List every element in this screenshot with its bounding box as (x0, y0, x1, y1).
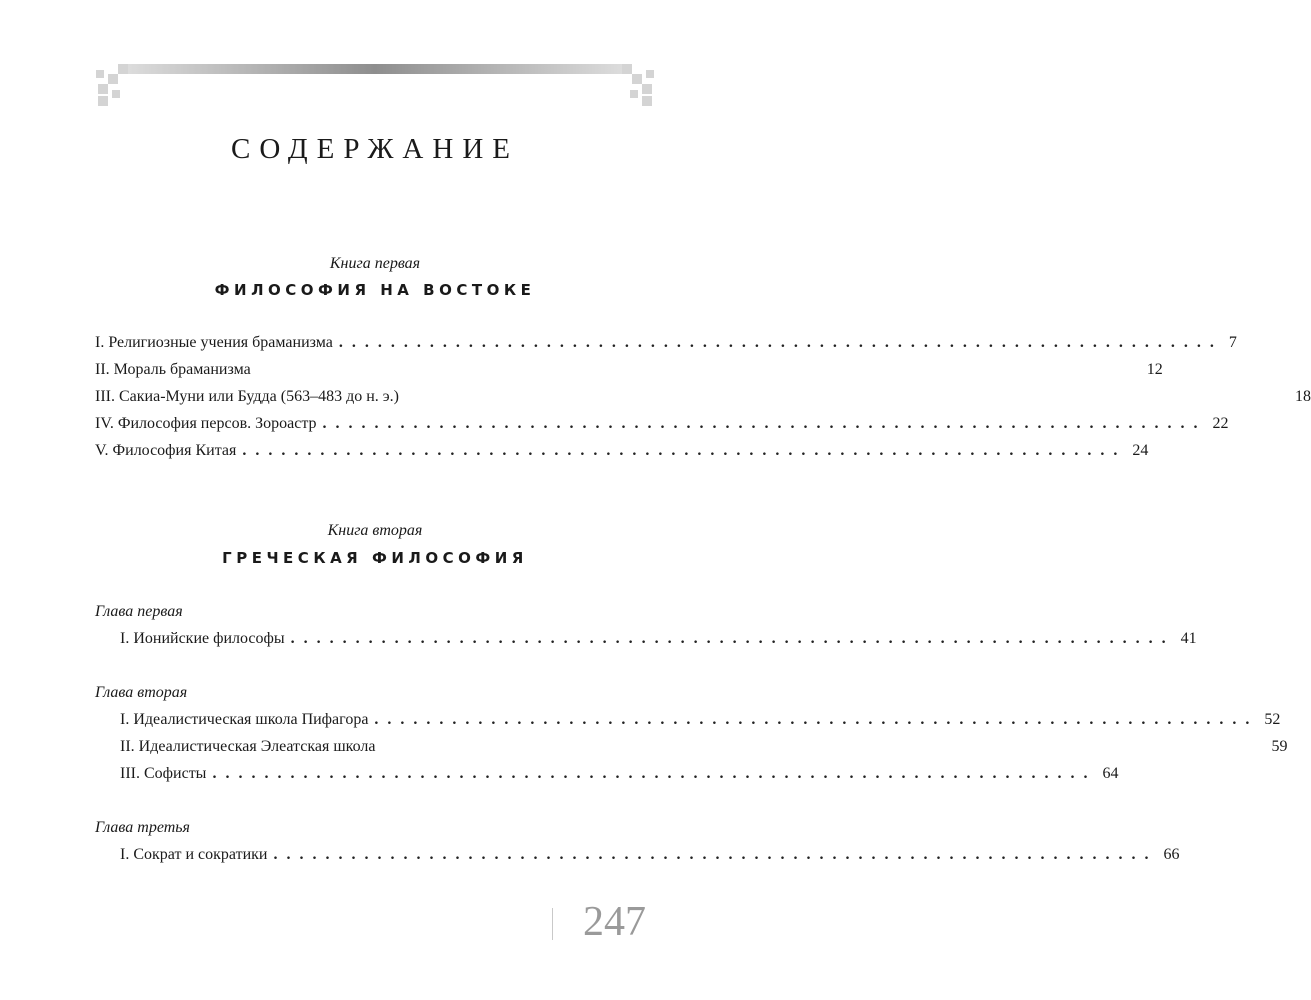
entry-title: III. Сакиа-Муни или Будда (563–483 до н. э.) (95, 388, 399, 405)
toc-entry[interactable] (120, 738, 1288, 760)
entry-page: 64 (1102, 765, 1119, 782)
entry-page: 52 (1264, 711, 1281, 728)
dot-leader: .................................................................... (242, 442, 1127, 459)
entry-title: I. Сократ и сократики (120, 846, 268, 863)
entry-title: I. Идеалистическая школа Пифагора (120, 711, 369, 728)
entry-page: 22 (1212, 415, 1229, 432)
page-number: 247 (583, 899, 646, 945)
entry-page: 59 (1271, 738, 1288, 755)
chapter-label: Глава первая (95, 603, 183, 620)
entry-title: I. Ионийские философы (120, 630, 285, 647)
chapter-label: Глава вторая (95, 684, 188, 701)
header-ornament (0, 0, 750, 120)
dot-leader: .................................................................... (338, 334, 1223, 351)
entry-page: 18 (1294, 388, 1311, 405)
chapter-label: Глава третья (95, 819, 190, 836)
entry-title: IV. Философия персов. Зороастр (95, 415, 317, 432)
toc-entry[interactable] (120, 765, 1119, 787)
entry-title: V. Философия Китая (95, 442, 237, 459)
toc-entry[interactable] (120, 711, 1281, 733)
entry-title: III. Софисты (120, 765, 207, 782)
entry-page: 12 (1146, 361, 1163, 378)
folio-divider (552, 908, 553, 940)
book-heading: ФИЛОСОФИЯ НА ВОСТОКЕ (214, 281, 536, 299)
toc-entry[interactable] (95, 442, 1149, 464)
dot-leader: .................................................................... (322, 415, 1207, 432)
entry-title: I. Религиозные учения браманизма (95, 334, 333, 351)
entry-title: II. Мораль браманизма (95, 361, 251, 378)
toc-entry[interactable] (95, 415, 1229, 437)
book-label: Книга первая (329, 255, 421, 272)
dot-leader: .................................................................... (212, 765, 1097, 782)
entry-page: 41 (1180, 630, 1197, 647)
book-heading: ГРЕЧЕСКАЯ ФИЛОСОФИЯ (222, 549, 528, 567)
entry-page: 7 (1228, 334, 1237, 351)
toc-entry[interactable] (95, 361, 1163, 383)
entry-page: 66 (1163, 846, 1180, 863)
dot-leader: .................................................................... (273, 846, 1158, 863)
toc-entry[interactable] (95, 334, 1237, 356)
entry-title: II. Идеалистическая Элеатская школа (120, 738, 376, 755)
dot-leader: .................................................................... (374, 711, 1259, 728)
toc-entry[interactable] (120, 846, 1180, 868)
toc-entry[interactable] (120, 630, 1197, 652)
page-title: СОДЕРЖАНИЕ (231, 133, 519, 165)
toc-entry[interactable] (95, 388, 1311, 410)
book-label: Книга вторая (327, 522, 423, 539)
entry-page: 24 (1132, 442, 1149, 459)
dot-leader: .................................................................... (290, 630, 1175, 647)
